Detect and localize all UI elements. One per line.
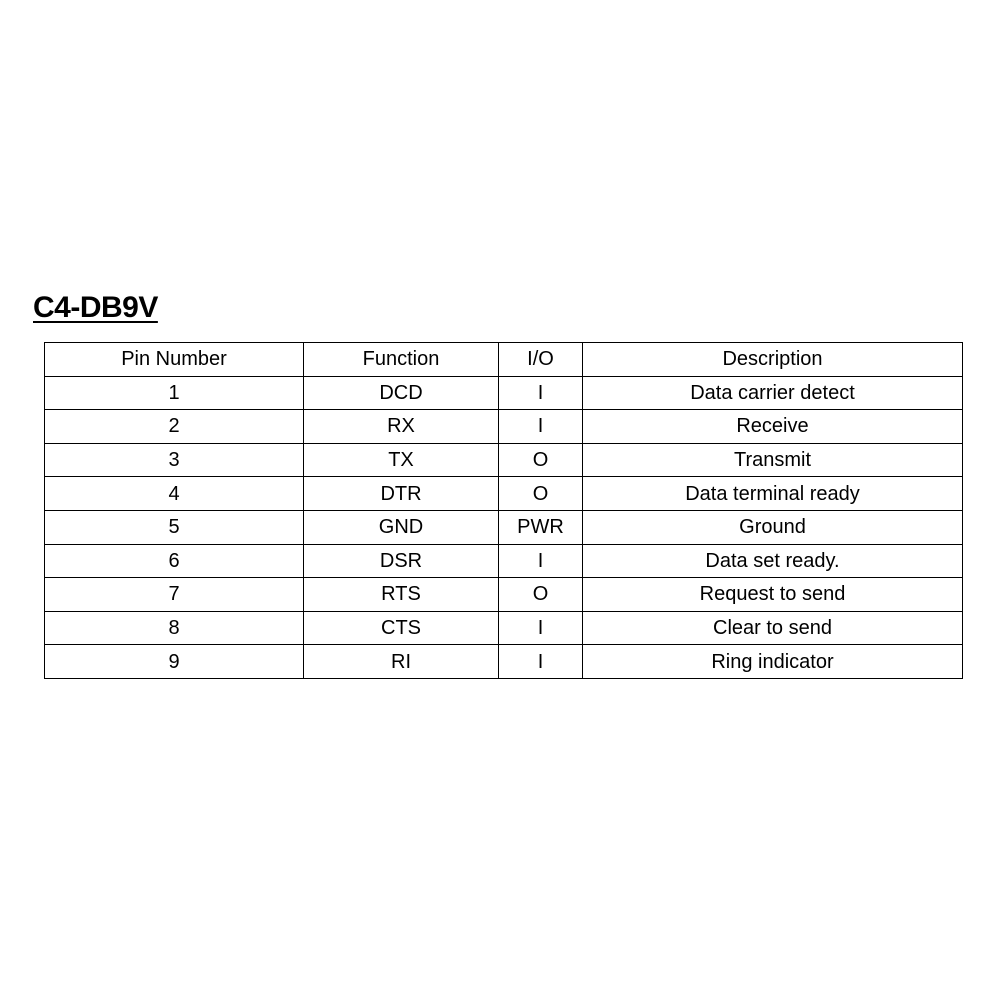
pin-cell: 6 <box>45 544 304 578</box>
header-description: Description <box>583 343 963 377</box>
description-cell: Ring indicator <box>583 645 963 679</box>
pin-cell: 1 <box>45 376 304 410</box>
table-row <box>45 443 963 477</box>
header-io: I/O <box>499 343 583 377</box>
function-cell: RI <box>304 645 499 679</box>
table-row <box>45 376 963 410</box>
table-row <box>45 477 963 511</box>
pin-cell: 8 <box>45 611 304 645</box>
io-cell: I <box>499 544 583 578</box>
table-row <box>45 611 963 645</box>
function-cell: RTS <box>304 578 499 612</box>
pin-cell: 7 <box>45 578 304 612</box>
table-header-row <box>45 343 963 377</box>
description-cell: Data terminal ready <box>583 477 963 511</box>
description-cell: Request to send <box>583 578 963 612</box>
io-cell: O <box>499 477 583 511</box>
function-cell: DTR <box>304 477 499 511</box>
function-cell: CTS <box>304 611 499 645</box>
pin-cell: 4 <box>45 477 304 511</box>
io-cell: O <box>499 443 583 477</box>
pin-cell: 3 <box>45 443 304 477</box>
header-pin-number: Pin Number <box>45 343 304 377</box>
pin-cell: 9 <box>45 645 304 679</box>
io-cell: I <box>499 376 583 410</box>
pin-cell: 2 <box>45 410 304 444</box>
description-cell: Clear to send <box>583 611 963 645</box>
description-cell: Data set ready. <box>583 544 963 578</box>
header-function: Function <box>304 343 499 377</box>
function-cell: RX <box>304 410 499 444</box>
io-cell: PWR <box>499 510 583 544</box>
table-row <box>45 645 963 679</box>
description-cell: Data carrier detect <box>583 376 963 410</box>
description-cell: Transmit <box>583 443 963 477</box>
table-row <box>45 510 963 544</box>
io-cell: O <box>499 578 583 612</box>
table-row <box>45 578 963 612</box>
pinout-table <box>44 342 963 679</box>
function-cell: TX <box>304 443 499 477</box>
page-title: C4-DB9V <box>33 291 158 324</box>
function-cell: DSR <box>304 544 499 578</box>
table-row <box>45 544 963 578</box>
io-cell: I <box>499 645 583 679</box>
pin-cell: 5 <box>45 510 304 544</box>
description-cell: Receive <box>583 410 963 444</box>
table-row <box>45 410 963 444</box>
description-cell: Ground <box>583 510 963 544</box>
io-cell: I <box>499 611 583 645</box>
function-cell: GND <box>304 510 499 544</box>
function-cell: DCD <box>304 376 499 410</box>
io-cell: I <box>499 410 583 444</box>
